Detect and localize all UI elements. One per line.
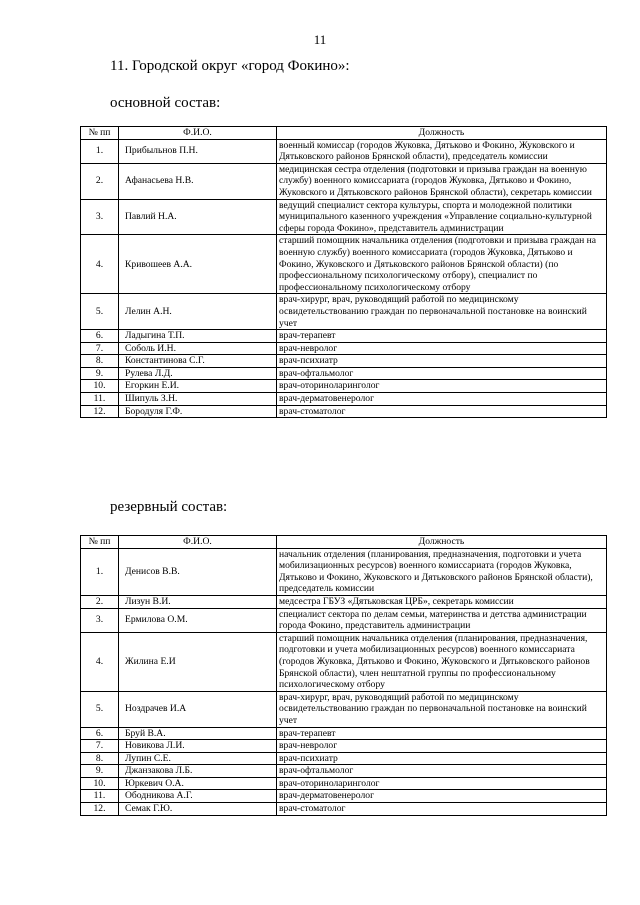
- column-header-num: № пп: [81, 536, 119, 549]
- main-composition-table: [80, 126, 607, 418]
- table-row: [81, 342, 607, 355]
- section-heading: 11. Городской округ «город Фокино»:: [110, 58, 350, 74]
- reserve-composition-table: [80, 535, 607, 816]
- row-name: Шипуль З.Н.: [119, 393, 277, 406]
- row-name: Семак Г.Ю.: [119, 803, 277, 816]
- table-row: [81, 367, 607, 380]
- table-row: [81, 777, 607, 790]
- table-row: [81, 163, 607, 199]
- table-row: [81, 199, 607, 235]
- row-name: Жилина Е.И: [119, 632, 277, 691]
- row-position: врач-терапевт: [277, 727, 607, 740]
- column-header-name: Ф.И.О.: [119, 536, 277, 549]
- row-position: врач-невролог: [277, 342, 607, 355]
- row-position: врач-терапевт: [277, 330, 607, 343]
- row-name: Прибыльнов П.Н.: [119, 139, 277, 163]
- row-name: Павлий Н.А.: [119, 199, 277, 235]
- table-row: [81, 608, 607, 632]
- row-number: 10.: [81, 380, 119, 393]
- row-position: ведущий специалист сектора культуры, спорта и молодежной политики муниципального казенного учреждения «Управление социально-культурной сферы города Фокино», представитель администрации: [277, 199, 607, 235]
- row-number: 4.: [81, 235, 119, 294]
- row-number: 6.: [81, 330, 119, 343]
- table-row: [81, 765, 607, 778]
- row-name: Новикова Л.И.: [119, 740, 277, 753]
- row-number: 8.: [81, 355, 119, 368]
- row-name: Ермилова О.М.: [119, 608, 277, 632]
- row-name: Егоркин Е.И.: [119, 380, 277, 393]
- table-row: [81, 355, 607, 368]
- table-row: [81, 380, 607, 393]
- column-header-num: № пп: [81, 127, 119, 140]
- row-name: Юркевич О.А.: [119, 777, 277, 790]
- row-number: 11.: [81, 790, 119, 803]
- row-number: 8.: [81, 752, 119, 765]
- row-name: Бруй В.А.: [119, 727, 277, 740]
- table-row: [81, 803, 607, 816]
- reserve-composition-title: резервный состав:: [110, 499, 228, 515]
- column-header-position: Должность: [277, 127, 607, 140]
- row-position: медсестра ГБУЗ «Дятьковская ЦРБ», секретарь комиссии: [277, 595, 607, 608]
- table-row: [81, 235, 607, 294]
- row-position: начальник отделения (планирования, предназначения, подготовки и учета мобилизационных ресурсов) военного комиссариата (городов Жуковка, Дятьково и Фокино, Жуковского и Дятьковского районов Брянской области), председатель комиссии: [277, 548, 607, 595]
- table-row: [81, 595, 607, 608]
- row-number: 2.: [81, 163, 119, 199]
- row-position: врач-хирург, врач, руководящий работой по медицинскому освидетельствованию граждан по первоначальной постановке на воинский учет: [277, 691, 607, 727]
- row-name: Рулева Л.Д.: [119, 367, 277, 380]
- row-name: Бородуля Г.Ф.: [119, 405, 277, 418]
- table-row: [81, 691, 607, 727]
- table-row: [81, 632, 607, 691]
- row-number: 12.: [81, 803, 119, 816]
- table-row: [81, 790, 607, 803]
- table-row: [81, 294, 607, 330]
- row-number: 7.: [81, 740, 119, 753]
- row-position: врач-психиатр: [277, 752, 607, 765]
- row-number: 3.: [81, 608, 119, 632]
- main-composition-title: основной состав:: [110, 95, 221, 111]
- row-number: 6.: [81, 727, 119, 740]
- table-row: [81, 405, 607, 418]
- table-row: [81, 740, 607, 753]
- column-header-name: Ф.И.О.: [119, 127, 277, 140]
- row-position: медицинская сестра отделения (подготовки и призыва граждан на военную службу) военного комиссариата (городов Жуковка, Дятьково и Фокино, Жуковского и Дятьковского районов Брянской области), секретарь комиссии: [277, 163, 607, 199]
- row-name: Константинова С.Г.: [119, 355, 277, 368]
- row-name: Ободникова А.Г.: [119, 790, 277, 803]
- main-table-body: [81, 139, 607, 418]
- table-header-row: [81, 127, 607, 140]
- row-name: Афанасьева Н.В.: [119, 163, 277, 199]
- row-position: специалист сектора по делам семьи, материнства и детства администрации города Фокино, представитель администрации: [277, 608, 607, 632]
- row-name: Денисов В.В.: [119, 548, 277, 595]
- row-position: врач-хирург, врач, руководящий работой по медицинскому освидетельствованию граждан по первоначальной постановке на воинский учет: [277, 294, 607, 330]
- row-number: 10.: [81, 777, 119, 790]
- row-position: старший помощник начальника отделения (планирования, предназначения, подготовки и учета мобилизационных ресурсов) военного комиссариата (городов Жуковка, Дятьково и Фокино, Жуковского и Дятьковского районов Брянской области), член нештатной группы по профессиональному психологическому отбору: [277, 632, 607, 691]
- table-row: [81, 727, 607, 740]
- table-row: [81, 330, 607, 343]
- row-number: 4.: [81, 632, 119, 691]
- row-name: Джанзакова Л.Б.: [119, 765, 277, 778]
- row-name: Лупин С.Е.: [119, 752, 277, 765]
- row-number: 2.: [81, 595, 119, 608]
- row-position: военный комиссар (городов Жуковка, Дятьково и Фокино, Жуковского и Дятьковского районов Брянской области), председатель комиссии: [277, 139, 607, 163]
- table-header-row: [81, 536, 607, 549]
- row-number: 3.: [81, 199, 119, 235]
- column-header-position: Должность: [277, 536, 607, 549]
- row-position: врач-дерматовенеролог: [277, 393, 607, 406]
- row-name: Соболь И.Н.: [119, 342, 277, 355]
- row-position: врач-стоматолог: [277, 803, 607, 816]
- page-number: 11: [313, 32, 327, 47]
- row-position: врач-психиатр: [277, 355, 607, 368]
- table-row: [81, 393, 607, 406]
- row-position: врач-оториноларинголог: [277, 777, 607, 790]
- row-name: Ноздрачев И.А: [119, 691, 277, 727]
- row-number: 12.: [81, 405, 119, 418]
- row-position: врач-оториноларинголог: [277, 380, 607, 393]
- row-name: Лизун В.И.: [119, 595, 277, 608]
- row-number: 1.: [81, 548, 119, 595]
- reserve-table-body: [81, 548, 607, 815]
- row-position: врач-офтальмолог: [277, 765, 607, 778]
- row-name: Ладыгина Т.П.: [119, 330, 277, 343]
- row-position: врач-офтальмолог: [277, 367, 607, 380]
- row-position: врач-невролог: [277, 740, 607, 753]
- row-name: Кривошеев А.А.: [119, 235, 277, 294]
- row-name: Лелин А.Н.: [119, 294, 277, 330]
- row-number: 5.: [81, 691, 119, 727]
- row-number: 9.: [81, 367, 119, 380]
- row-position: врач-дерматовенеролог: [277, 790, 607, 803]
- row-number: 5.: [81, 294, 119, 330]
- row-number: 11.: [81, 393, 119, 406]
- row-position: старший помощник начальника отделения (подготовки и призыва граждан на военную службу) военного комиссариата (городов Жуковка, Дятьково и Фокино, Жуковского и Дятьковского районов Брянской области) (по профессиональному психологическому отбору), специалист по профессиональному психологическому отбору: [277, 235, 607, 294]
- table-row: [81, 752, 607, 765]
- row-number: 7.: [81, 342, 119, 355]
- row-number: 9.: [81, 765, 119, 778]
- table-row: [81, 139, 607, 163]
- row-number: 1.: [81, 139, 119, 163]
- row-position: врач-стоматолог: [277, 405, 607, 418]
- table-row: [81, 548, 607, 595]
